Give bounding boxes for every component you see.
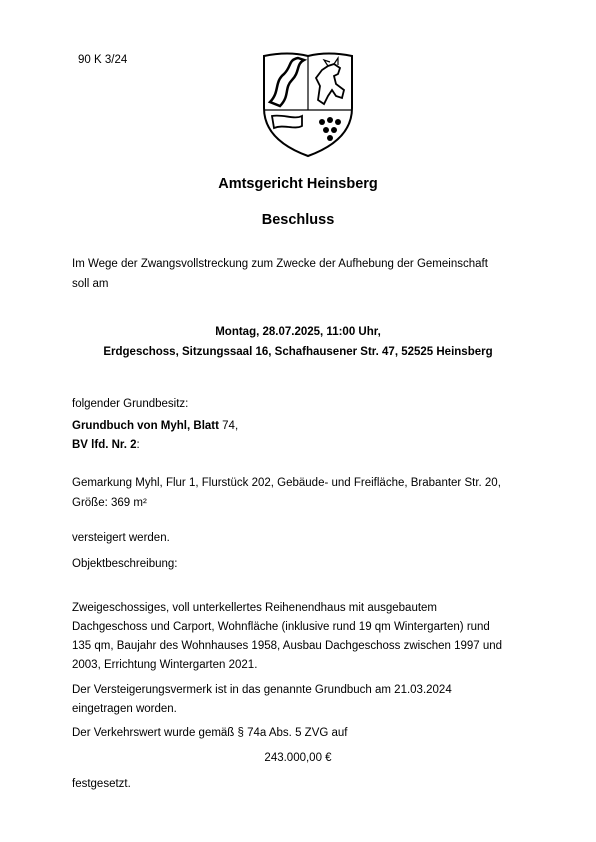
bv-line [72, 439, 140, 451]
file-number: 90 K 3/24 [78, 54, 128, 66]
description-line-2: Dachgeschoss und Carport, Wohnfläche (inklusive rund 19 qm Wintergarten) rund [72, 621, 490, 633]
closing-text: festgesetzt. [72, 778, 131, 790]
grundbuch-line [72, 420, 238, 432]
property-label: folgender Grundbesitz: [72, 398, 189, 410]
court-name: Amtsgericht Heinsberg [218, 176, 378, 192]
value-intro: Der Verkehrswert wurde gemäß § 74a Abs. 5 ZVG auf [72, 727, 348, 739]
grundbuch-value: 74, [218, 420, 239, 432]
hearing-date: Montag, 28.07.2025, 11:00 Uhr, [215, 326, 381, 338]
bv-colon: : [136, 439, 140, 451]
parcel-line-2: Größe: 369 m² [72, 497, 147, 509]
hearing-location: Erdgeschoss, Sitzungssaal 16, Schafhausener Str. 47, 52525 Heinsberg [103, 346, 493, 358]
coat-of-arms-emblem [258, 50, 358, 160]
description-line-1: Zweigeschossiges, voll unterkellertes Reihenendhaus mit ausgebautem [72, 602, 438, 614]
grundbuch-label: Grundbuch von Myhl, Blatt [72, 420, 219, 432]
document-type: Beschluss [261, 212, 335, 228]
registration-line-2: eingetragen worden. [72, 703, 177, 715]
market-value: 243.000,00 € [264, 752, 332, 764]
description-line-4: 2003, Errichtung Wintergarten 2021. [72, 659, 258, 671]
bv-label: BV lfd. Nr. 2 [72, 439, 137, 451]
description-line-3: 135 qm, Baujahr des Wohnhauses 1958, Ausbau Dachgeschoss zwischen 1997 und [72, 640, 503, 652]
auction-text: versteigert werden. [72, 532, 170, 544]
registration-line-1: Der Versteigerungsvermerk ist in das genannte Grundbuch am 21.03.2024 [72, 684, 452, 696]
description-label: Objektbeschreibung: [72, 558, 178, 570]
intro-line-1: Im Wege der Zwangsvollstreckung zum Zwecke der Aufhebung der Gemeinschaft [72, 258, 488, 270]
intro-line-2: soll am [72, 278, 109, 290]
parcel-line-1: Gemarkung Myhl, Flur 1, Flurstück 202, Gebäude- und Freifläche, Brabanter Str. 20, [72, 477, 501, 489]
